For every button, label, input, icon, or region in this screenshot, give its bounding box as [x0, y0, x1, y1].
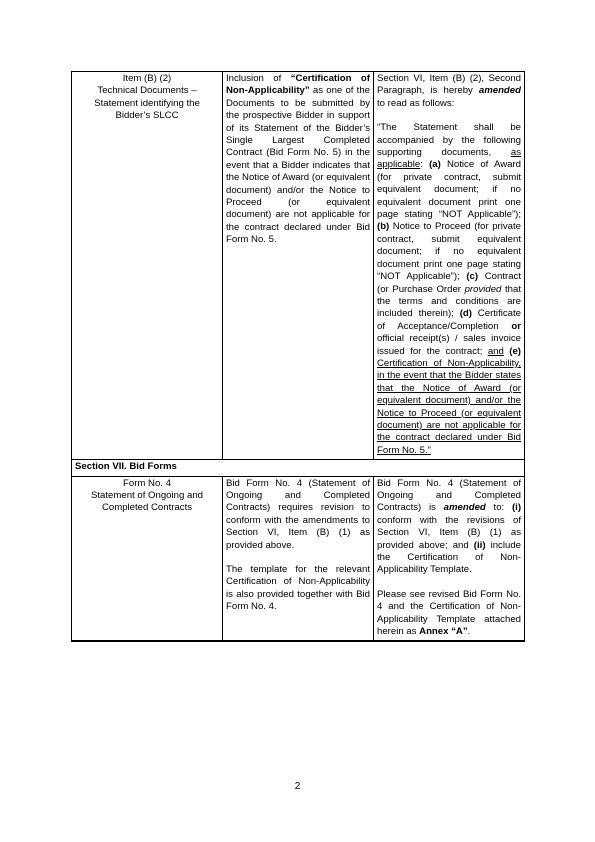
amendment-quote: “The Statement shall be accompanied by the following supporting documents, as applicable: (a) Notice of Award (for private contract, submit equivalent document; if no equivalent document print one page stating “NOT Applicable”); (b) Notice to Proceed (for private contract, submit equivalent document; if no equivalent document print one page stating “NOT Applicable”); (c) Contract (or Purchase Order provided that the terms and conditions are included therein); (d) Certificate of Acceptance/Completion or official receipt(s) / sales invoice issued for the contract; and (e) Certification of Non-Applicability, in the event that the Bidder states that the Notice of Award (or equivalent document) and/or the Notice to Proceed (or equivalent document) are not applicable for the contract declared under Bid Form No. 5.”	[377, 122, 521, 456]
description-paragraph: The template for the relevant Certification of Non-Applicability is also provided together with Bid Form No. 4.	[226, 564, 370, 613]
amendments-table	[71, 71, 525, 642]
amendment-cell	[374, 72, 525, 460]
description-cell	[223, 72, 374, 460]
section-row	[72, 460, 525, 476]
item-ref-line: Completed Contracts	[101, 502, 193, 514]
item-ref-line: Statement of Ongoing and	[90, 490, 203, 501]
amendment-paragraph: Please see revised Bid Form No. 4 and the Certification of Non-Applicability Template attached herein as Annex “A”.	[377, 588, 521, 638]
item-ref-line: Statement identifying the	[94, 97, 200, 109]
page-number: 2	[294, 781, 301, 792]
certification-term: “Certification of Non-Applicability”	[226, 73, 370, 97]
amendment-paragraph: Bid Form No. 4 (Statement of Ongoing and Completed Contracts) is amended to: (i) conform with the revisions of Section VI, Item (B) (1) as provided above; and (ii) include the Certification of Non-Applicability Template.	[377, 477, 522, 576]
item-reference-cell	[72, 72, 223, 460]
amendment-intro: Section VI, Item (B) (2), Second Paragraph, is hereby amended to read as follows:	[377, 73, 521, 109]
table-row	[72, 476, 525, 641]
description-cell	[223, 476, 374, 641]
description-paragraph: Bid Form No. 4 (Statement of Ongoing and Completed Contracts) requires revision to conform with the amendments to Section VI, Item (B) (1) as provided above.	[226, 477, 370, 551]
item-ref-line: Form No. 4	[123, 477, 171, 489]
item-ref-line: Technical Documents –	[97, 85, 197, 97]
description-text: as one of the Documents to be submitted by the prospective Bidder in support of its Statement of the Bidder’s Single Largest Completed Contract (Bid Form No. 5) in the event that a Bidder indicates that the Notice of Award (or equivalent document) and/or the Notice to Proceed (or equivalent document) are not applicable for the contract declared under Bid Form No. 5.	[226, 85, 370, 246]
table-row	[72, 72, 525, 460]
description-text: Inclusion of	[226, 73, 291, 84]
amendment-cell	[374, 476, 525, 641]
item-reference-cell	[72, 476, 223, 641]
section-header: Section VII. Bid Forms	[72, 460, 525, 476]
item-ref-line: Bidder’s SLCC	[115, 110, 179, 122]
item-ref-line: Item (B) (2)	[122, 73, 172, 84]
